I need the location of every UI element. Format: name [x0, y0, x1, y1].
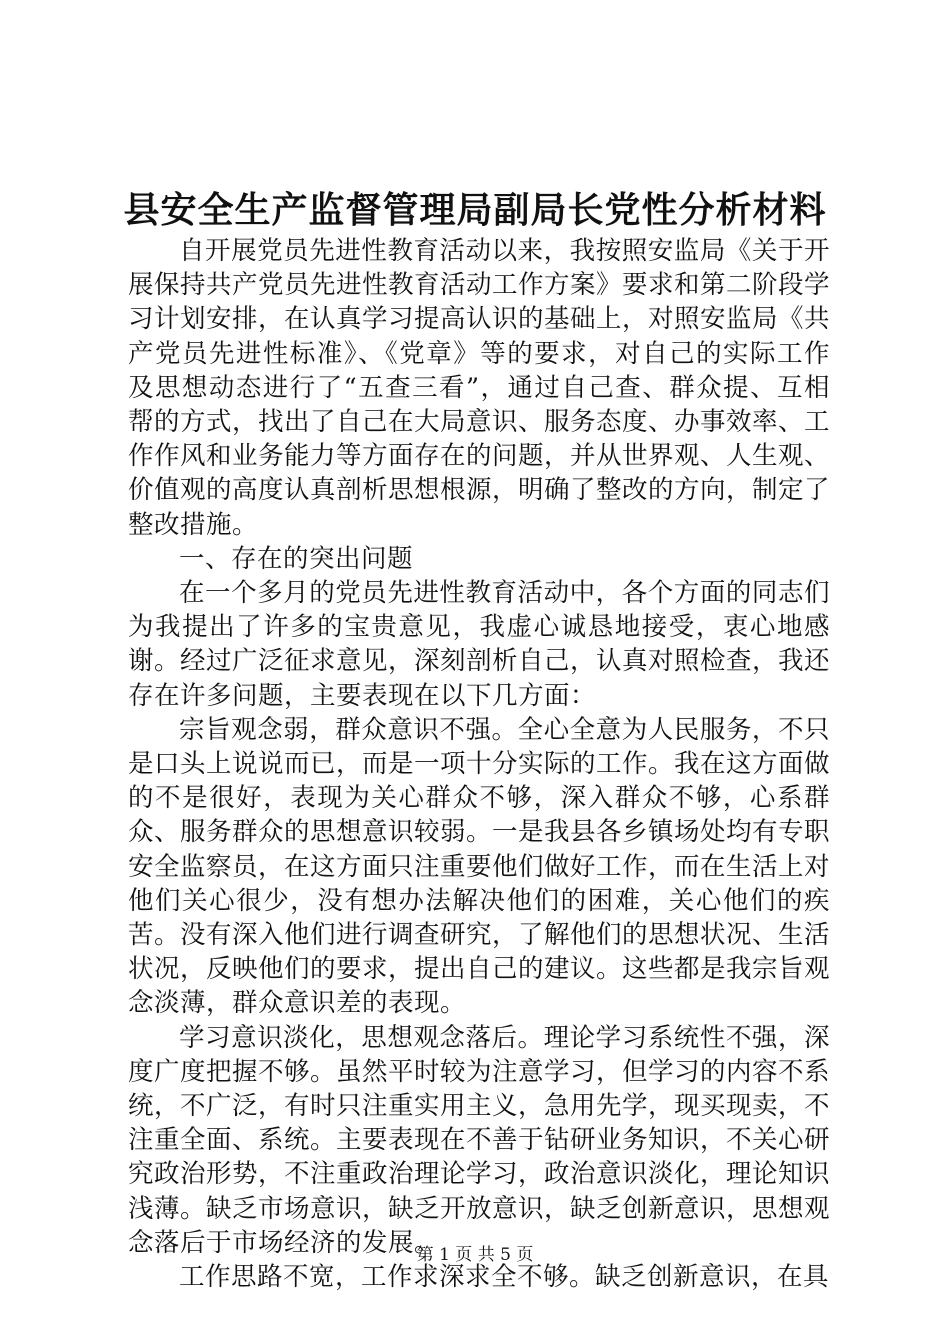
body-paragraph: 在一个多月的党员先进性教育活动中，各个方面的同志们为我提出了许多的宝贵意见，我虚心诚恳地接受，衷心地感谢。经过广泛征求意见，深刻剖析自己，认真对照检查，我还存在许多问题，主要表现在以下几方面：: [128, 578, 831, 711]
document-title: 县安全生产监督管理局副局长党性分析材料: [123, 189, 827, 231]
document-body: [128, 234, 830, 1294]
body-paragraph: 学习意识淡化，思想观念落后。理论学习系统性不强，深度广度把握不够。虽然平时较为注意学习，但学习的内容不系统，不广泛，有时只注重实用主义，急用先学，现买现卖，不注重全面、系统。主要表现在不善于钻研业务知识，不关心研究政治形势，不注重政治理论学习，政治意识淡化，理论知识浅薄。缺乏市场意识，缺乏开放意识，缺乏创新意识，思想观念落后于市场经济的发展。: [128, 1022, 831, 1258]
section-heading: 一、存在的突出问题: [179, 543, 414, 574]
body-paragraph: 工作思路不宽，工作求深求全不够。缺乏创新意识，在具: [179, 1262, 830, 1293]
intro-paragraph: 自开展党员先进性教育活动以来，我按照安监局《关于开展保持共产党员先进性教育活动工作方案》要求和第二阶段学习计划安排，在认真学习提高认识的基础上，对照安监局《共产党员先进性标准》、《党章》等的要求，对自己的实际工作及思想动态进行了“五查三看”，通过自己查、群众提、互相帮的方式，找出了自己在大局意识、服务态度、办事效率、工作作风和业务能力等方面存在的问题，并从世界观、人生观、价值观的高度认真剖析思想根源，明确了整改的方向，制定了整改措施。: [128, 236, 831, 540]
body-paragraph: 宗旨观念弱，群众意识不强。全心全意为人民服务，不只是口头上说说而已，而是一项十分实际的工作。我在这方面做的不是很好，表现为关心群众不够，深入群众不够，心系群众、服务群众的思想意识较弱。一是我县各乡镇场处均有专职安全监察员，在这方面只注重要他们做好工作，而在生活上对他们关心很少，没有想办法解决他们的困难，关心他们的疾苦。没有深入他们进行调查研究，了解他们的思想状况、生活状况，反映他们的要求，提出自己的建议。这些都是我宗旨观念淡薄，群众意识差的表现。: [128, 714, 831, 1019]
page-footer: 第 1 页 共 5 页: [416, 1245, 534, 1265]
